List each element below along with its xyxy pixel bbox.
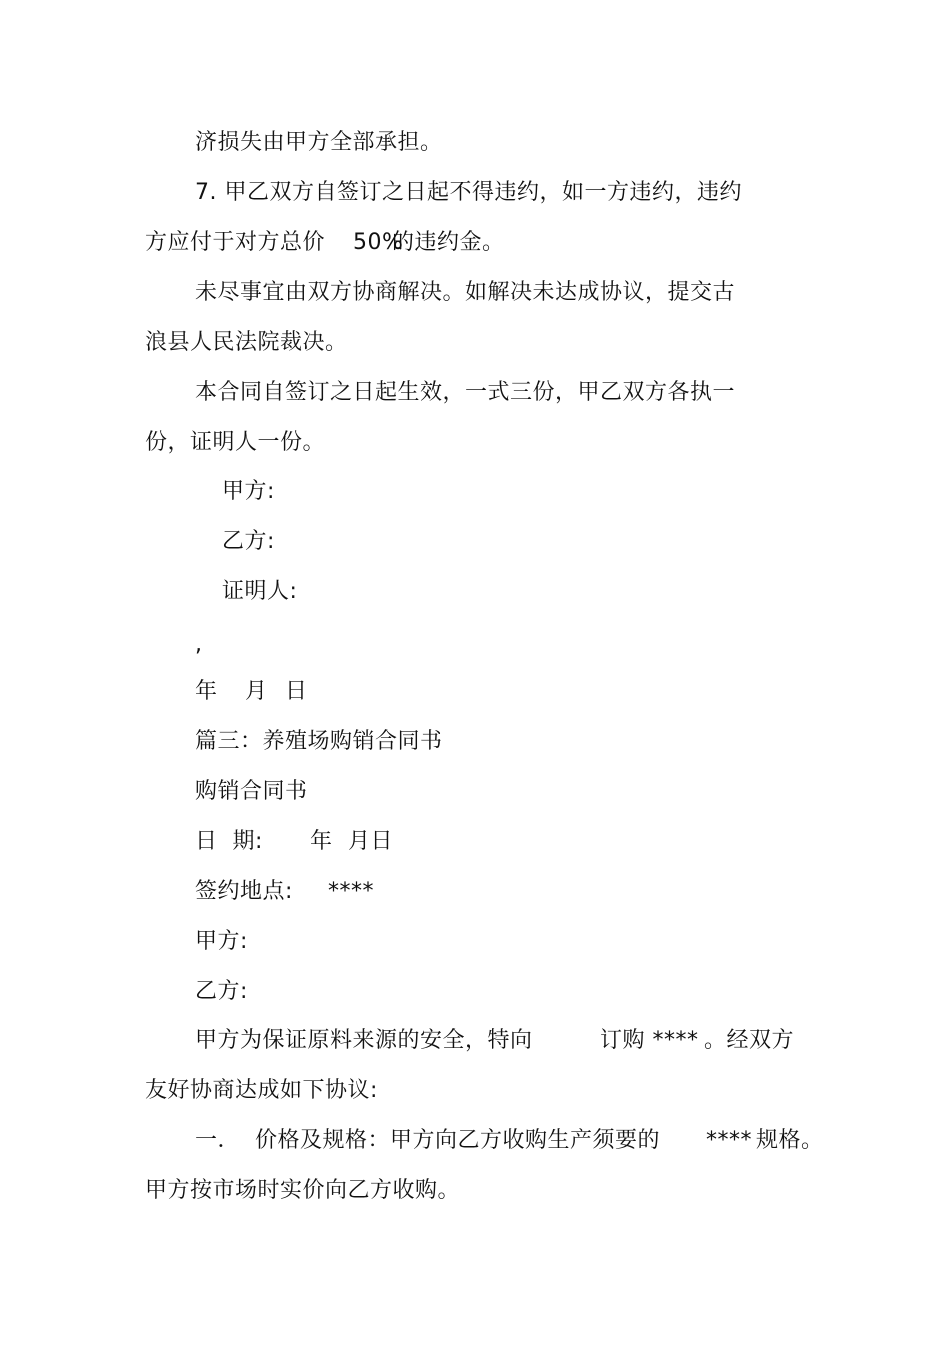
- section-heading: 篇三：养殖场购销合同书: [195, 729, 443, 754]
- date-year: 年: [195, 679, 218, 704]
- signing-place-label: 签约地点:: [195, 879, 293, 904]
- purpose-line-1-start: 甲方为保证原料来源的安全，特向: [195, 1028, 533, 1053]
- date-label-month-day: 月日: [348, 829, 394, 854]
- comma-mark: ,: [195, 632, 203, 657]
- effect-line-1: 本合同自签订之日起生效，一式三份，甲乙双方各执一: [195, 380, 736, 405]
- dispute-line-2: 浪县人民法院裁决。: [145, 330, 348, 355]
- signature-witness: 证明人:: [222, 579, 298, 604]
- purpose-line-1-end: 。经双方: [704, 1028, 795, 1053]
- date-day: 日: [285, 679, 308, 704]
- clause-7-line-2-start: 方应付于对方总价: [145, 230, 326, 255]
- dispute-line-1: 未尽事宜由双方协商解决。如解决未达成协议，提交古: [195, 280, 736, 305]
- party-a-label: 甲方:: [195, 929, 248, 954]
- purpose-line-1-order: 订购 ****: [600, 1028, 699, 1053]
- effect-line-2: 份，证明人一份。: [145, 430, 326, 455]
- clause-7-line-2-end: 的违约金。: [392, 230, 505, 255]
- clause-1-spec-placeholder: ****: [706, 1128, 752, 1153]
- contract-title: 购销合同书: [195, 779, 308, 804]
- signature-party-a: 甲方:: [222, 479, 275, 504]
- party-b-label: 乙方:: [195, 979, 248, 1004]
- purpose-line-2: 友好协商达成如下协议:: [145, 1078, 378, 1103]
- signing-place-value: ****: [328, 879, 374, 904]
- text-line: 济损失由甲方全部承担。: [195, 130, 443, 155]
- date-label: 日 期:: [195, 829, 263, 854]
- signature-party-b: 乙方:: [222, 529, 275, 554]
- clause-7-line-1: 7. 甲乙双方自签订之日起不得违约，如一方违约，违约: [195, 180, 742, 205]
- clause-1-line-1-start: 一． 价格及规格：甲方向乙方收购生产须要的: [195, 1128, 660, 1153]
- clause-1-line-1-end: 规格。: [756, 1128, 824, 1153]
- date-month: 月: [245, 679, 268, 704]
- clause-1-line-2: 甲方按市场时实价向乙方收购。: [145, 1178, 461, 1203]
- penalty-percent: 50%: [353, 230, 404, 255]
- date-label-year: 年: [310, 829, 333, 854]
